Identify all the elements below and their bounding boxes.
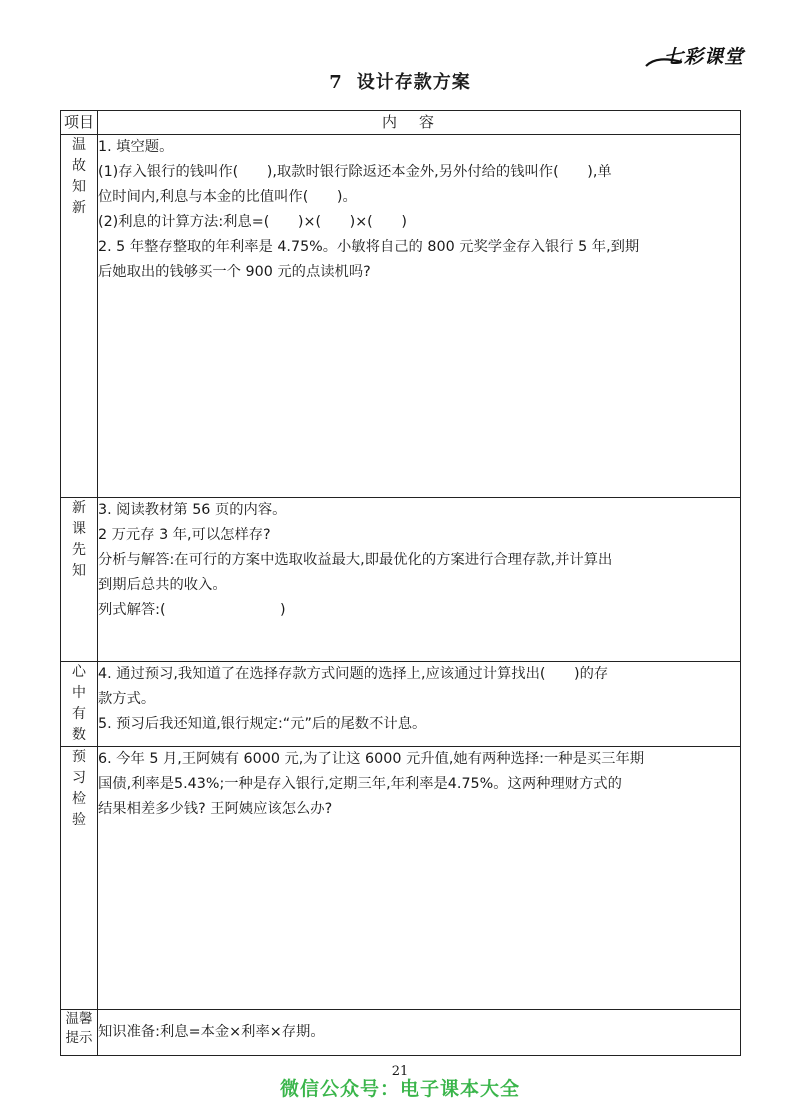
table-header-row bbox=[61, 111, 741, 135]
label-char: 提示 bbox=[65, 1030, 93, 1046]
logo-text: 七彩课堂 bbox=[663, 45, 744, 68]
section-self-check bbox=[61, 662, 741, 747]
label-char: 课 bbox=[72, 521, 86, 537]
question-line: (1)存入银行的钱叫作( ),取款时银行除返还本金外,另外付给的钱叫作( ),单 bbox=[98, 164, 612, 180]
question-line: 6. 今年 5 月,王阿姨有 6000 元,为了让这 6000 元升值,她有两种选择:一种是买三年期 bbox=[98, 751, 645, 767]
label-char: 中 bbox=[72, 685, 86, 701]
label-char: 先 bbox=[72, 542, 86, 558]
question-line: (2)利息的计算方法:利息=( )×( )×( ) bbox=[98, 214, 407, 230]
question-line: 2 万元存 3 年,可以怎样存? bbox=[98, 527, 271, 543]
question-line: 4. 通过预习,我知道了在选择存款方式问题的选择上,应该通过计算找出( )的存 bbox=[98, 666, 609, 682]
question-line: 款方式。 bbox=[98, 691, 156, 707]
label-char: 知 bbox=[72, 179, 86, 195]
section-body-review bbox=[98, 135, 741, 498]
section-label-tips bbox=[61, 1010, 98, 1056]
section-body-self-check bbox=[98, 662, 741, 747]
question-line: 1. 填空题。 bbox=[98, 139, 174, 155]
section-body-preview-test bbox=[98, 747, 741, 1010]
question-line: 分析与解答:在可行的方案中选取收益最大,即最优化的方案进行合理存款,并计算出 bbox=[98, 552, 613, 568]
tip-line: 知识准备:利息=本金×利率×存期。 bbox=[98, 1024, 325, 1040]
label-char: 检 bbox=[72, 791, 86, 807]
question-line: 到期后总共的收入。 bbox=[98, 577, 227, 593]
label-char: 故 bbox=[72, 158, 86, 174]
preview-table bbox=[60, 110, 741, 1056]
page-number: 21 bbox=[391, 1064, 409, 1079]
section-preview-test bbox=[61, 747, 741, 1010]
question-line: 国债,利率是5.43%;一种是存入银行,定期三年,年利率是4.75%。这两种理财方式的 bbox=[98, 776, 622, 792]
section-label-review bbox=[61, 135, 98, 498]
section-body-tips bbox=[98, 1010, 741, 1056]
question-line: 列式解答:( ) bbox=[98, 602, 286, 618]
label-char: 数 bbox=[72, 727, 86, 743]
question-line: 位时间内,利息与本金的比值叫作( )。 bbox=[98, 189, 357, 205]
question-line: 后她取出的钱够买一个 900 元的点读机吗? bbox=[98, 264, 371, 280]
section-body-new-lesson bbox=[98, 498, 741, 662]
question-line: 2. 5 年整存整取的年利率是 4.75%。小敏将自己的 800 元奖学金存入银行 5 年,到期 bbox=[98, 239, 640, 255]
section-label-preview-test bbox=[61, 747, 98, 1010]
label-char: 知 bbox=[72, 563, 86, 579]
section-new-lesson bbox=[61, 498, 741, 662]
header-content bbox=[98, 111, 741, 135]
label-char: 新 bbox=[72, 500, 86, 516]
page-title bbox=[0, 68, 800, 94]
label-char: 心 bbox=[72, 664, 86, 680]
section-review bbox=[61, 135, 741, 498]
label-char: 预 bbox=[72, 749, 86, 765]
label-char: 习 bbox=[72, 770, 86, 786]
label-char: 温 bbox=[72, 137, 86, 153]
section-label-self-check bbox=[61, 662, 98, 747]
question-line: 结果相差多少钱? 王阿姨应该怎么办? bbox=[98, 801, 333, 817]
question-line: 5. 预习后我还知道,银行规定:“元”后的尾数不计息。 bbox=[98, 716, 427, 732]
section-label-new-lesson bbox=[61, 498, 98, 662]
section-tips bbox=[61, 1010, 741, 1056]
header-item: 项目 bbox=[61, 111, 98, 135]
label-char: 新 bbox=[72, 200, 86, 216]
lesson-title: 设计存款方案 bbox=[356, 72, 471, 93]
lesson-number: 7 bbox=[329, 72, 343, 93]
brand-logo bbox=[644, 38, 744, 72]
label-char: 有 bbox=[72, 706, 86, 722]
header-content-label: 内容 bbox=[381, 113, 456, 131]
label-char: 验 bbox=[72, 812, 86, 828]
wechat-watermark: 微信公众号：电子课本大全 bbox=[279, 1078, 520, 1100]
label-char: 温馨 bbox=[65, 1011, 93, 1027]
question-line: 3. 阅读教材第 56 页的内容。 bbox=[98, 502, 287, 518]
